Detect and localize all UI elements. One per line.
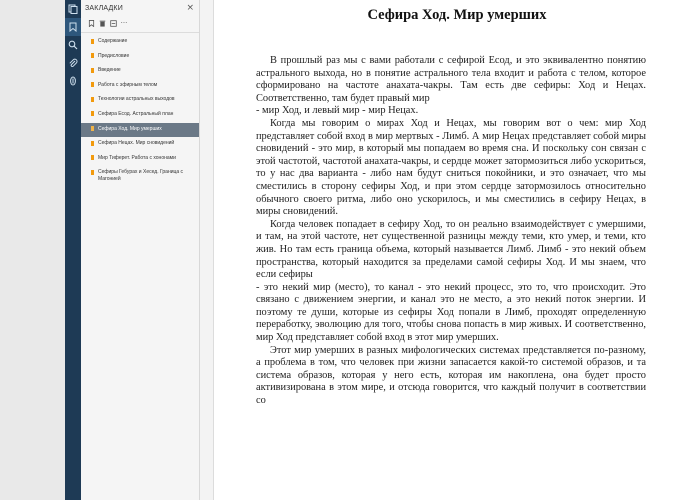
bookmark-icon[interactable] [65,18,81,36]
bookmark-flag-icon [91,111,94,116]
expand-icon[interactable] [109,19,117,27]
panel-divider [81,32,199,33]
page-text [256,55,646,408]
paragraph: Этот мир умерших в разных мифологических системах представляется по-разному, а проблема в том, что человек при жизни запасается какой-то системой образов, и та система образов, которая у него есть, которая им накоплена, она будет просто активизирована в этом мире, и отсюда говорится, что каждый получит в соответствии со [256,344,646,407]
bookmark-label: Введение [98,67,121,74]
bookmarks-toolbar [81,17,199,29]
page-title: Сефира Ход. Мир умерших [367,7,547,23]
delete-icon[interactable] [98,19,106,27]
sidebar-icon-bar [65,0,81,500]
bookmark-flag-icon [91,170,94,175]
bookmark-label: Сефира Ход. Мир умерших [98,125,162,132]
bookmark-item[interactable] [81,123,199,138]
bookmark-item[interactable] [81,108,199,123]
bookmark-item[interactable] [81,137,199,152]
paragraph: Когда мы говорим о мирах Ход и Нецах, мы говорим вот о чем: мир Ход представляет собой вход в мир мертвых - Лимб. А мир Нецах представляет собой миры сновидений - это мир, в который мы попадаем во время сна. И поскольку сон связан с этой частотой, частотой анахата-чакры, и сердце может затормозиться либо ускориться, то у нас два варианта - либо нам будут сниться покойники, и это означает, что мы сместились в сторону сефиры Ход, и при этом сердце затормозилось относительно обычного своего ритма, либо оно ускорилось, и мы сместились в сефиру Нецах, в миры сновидений. [256,117,646,218]
more-icon[interactable]: ··· [120,19,128,27]
bookmark-label: Предисловие [98,52,130,59]
bookmark-item[interactable] [81,93,199,108]
add-bookmark-icon[interactable] [87,19,95,27]
bookmark-flag-icon [91,97,94,102]
left-margin [0,0,65,500]
document-page[interactable] [214,0,700,500]
bookmark-item[interactable] [81,166,199,185]
bookmark-item[interactable] [81,152,199,167]
bookmark-label: Сефиры Гебурах и Хесед. Граница с Магонией [98,169,184,182]
bookmark-label: Технологии астральных выходов [98,96,175,103]
bookmark-label: Содержание [98,38,128,44]
bookmark-item[interactable] [81,35,199,50]
bookmark-label: Сефира Нецах. Мир сновидений [98,140,175,147]
paragraph: - это некий мир (место), то канал - это некий процесс, это то, что происходит. Это связано с движением энергии, и канал это не место, а это некий поток энергии. И поэтому те души, которые из сефиры Ход попали в Лимб, проходят определенную переработку, эволюцию для того, чтобы снова попасть в мир живых. И соответственно, мир Ход представляет собой вход в этот мир умерших. [256,281,646,344]
bookmark-label: Мир Тиферет. Работа с хононами [98,154,176,161]
bookmark-flag-icon [91,68,94,73]
bookmark-item[interactable] [81,79,199,94]
bookmarks-header [81,0,199,17]
copy-icon[interactable] [65,0,81,18]
bookmark-item[interactable] [81,50,199,65]
close-icon[interactable]: × [186,3,194,13]
bookmark-flag-icon [91,155,94,160]
link-icon[interactable] [65,72,81,90]
bookmark-item[interactable] [81,64,199,79]
bookmarks-title: ЗАКЛАДКИ [85,5,123,12]
search-icon[interactable] [65,36,81,54]
bookmark-flag-icon [91,39,94,44]
bookmark-flag-icon [91,53,94,58]
bookmark-label: Сефира Есод. Астральный план [98,110,174,117]
bookmark-flag-icon [91,126,94,131]
bookmark-flag-icon [91,141,94,146]
bookmark-label: Работа с эфирным телом [98,81,158,88]
bookmark-list [81,35,199,185]
paragraph: - мир Ход, и левый мир - мир Нецах. [256,105,419,117]
attachment-icon[interactable] [65,54,81,72]
bookmarks-panel [81,0,200,500]
paragraph: Когда человек попадает в сефиру Ход, то он реально взаимодействует с умершими, и там, на этой частоте, нет существенной разницы между теми, кто умер, и теми, кто жив. Но там есть граница объема, который называется Лимб. Лимб - это некий объем пространства, который находится за пределами самой сефиры Ход. И мы знаем, что если сефиры [256,218,646,281]
bookmark-flag-icon [91,82,94,87]
paragraph: В прошлый раз мы с вами работали с сефирой Есод, и это эквивалентно понятию астрального выхода, но в понятие астрального тела входит и работа с телом, которое сформировано на частоте анахата-чакры. Там есть две сефиры: Ход и Нецах. Соответственно, там будет правый мир [256,55,646,104]
